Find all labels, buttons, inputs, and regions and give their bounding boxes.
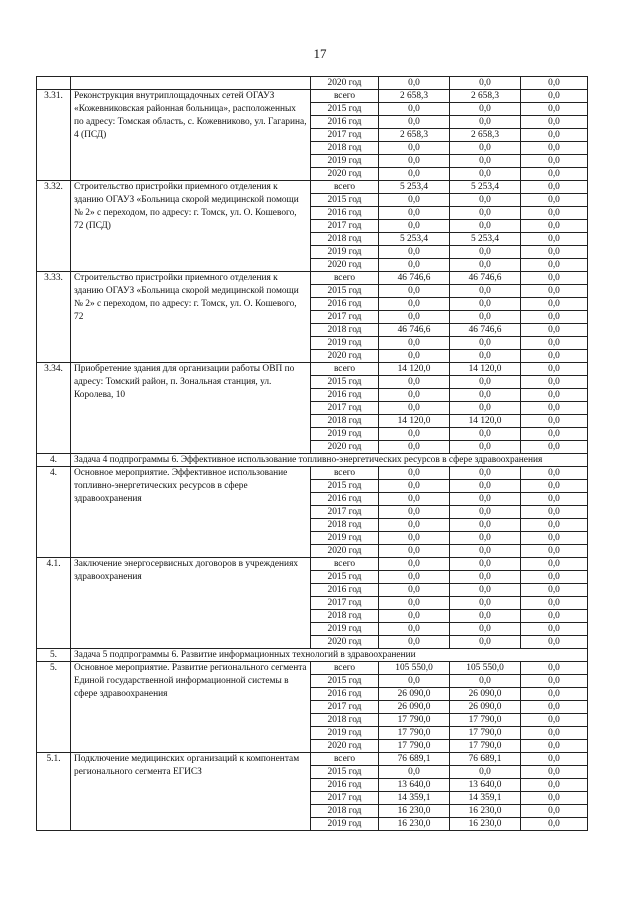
year-cell: 2015 год [311, 480, 379, 493]
value-regional-cell: 0,0 [450, 155, 521, 168]
value-total-cell: 0,0 [379, 220, 450, 233]
year-cell: 2016 год [311, 298, 379, 311]
value-regional-cell: 0,0 [450, 532, 521, 545]
value-regional-cell: 0,0 [450, 766, 521, 779]
value-total-cell: 0,0 [379, 428, 450, 441]
task-number-cell: 5. [37, 649, 71, 662]
table-row [37, 662, 588, 675]
value-regional-cell: 2 658,3 [450, 90, 521, 103]
value-total-cell: 17 790,0 [379, 740, 450, 753]
year-cell: 2017 год [311, 701, 379, 714]
year-cell: всего [311, 90, 379, 103]
year-cell: 2019 год [311, 246, 379, 259]
row-number-cell [37, 77, 71, 90]
value-total-cell: 0,0 [379, 376, 450, 389]
year-cell: 2017 год [311, 506, 379, 519]
value-other-cell: 0,0 [521, 363, 588, 376]
value-regional-cell: 14 359,1 [450, 792, 521, 805]
value-other-cell: 0,0 [521, 103, 588, 116]
year-cell: 2019 год [311, 818, 379, 831]
value-regional-cell: 26 090,0 [450, 701, 521, 714]
value-total-cell: 0,0 [379, 311, 450, 324]
value-regional-cell: 0,0 [450, 493, 521, 506]
year-cell: 2020 год [311, 168, 379, 181]
value-total-cell: 16 230,0 [379, 818, 450, 831]
value-other-cell: 0,0 [521, 532, 588, 545]
year-cell: 2016 год [311, 207, 379, 220]
value-regional-cell: 0,0 [450, 194, 521, 207]
value-regional-cell: 0,0 [450, 467, 521, 480]
row-number-cell: 3.34. [37, 363, 71, 454]
year-cell: всего [311, 363, 379, 376]
value-total-cell: 0,0 [379, 350, 450, 363]
value-regional-cell: 16 230,0 [450, 805, 521, 818]
value-regional-cell: 0,0 [450, 311, 521, 324]
value-total-cell: 0,0 [379, 545, 450, 558]
year-cell: 2015 год [311, 194, 379, 207]
value-other-cell: 0,0 [521, 311, 588, 324]
value-regional-cell: 5 253,4 [450, 181, 521, 194]
value-total-cell: 0,0 [379, 168, 450, 181]
task-title-cell: Задача 5 подпрограммы 6. Развитие информационных технологий в здравоохранении [71, 649, 588, 662]
value-other-cell: 0,0 [521, 675, 588, 688]
value-total-cell: 0,0 [379, 142, 450, 155]
year-cell: 2018 год [311, 519, 379, 532]
value-regional-cell: 0,0 [450, 675, 521, 688]
year-cell: 2017 год [311, 792, 379, 805]
value-regional-cell: 26 090,0 [450, 688, 521, 701]
year-cell: 2020 год [311, 740, 379, 753]
row-name-cell: Основное мероприятие. Эффективное использование топливно-энергетических ресурсов в сфере здравоохранения [71, 467, 311, 558]
value-total-cell: 105 550,0 [379, 662, 450, 675]
value-regional-cell: 0,0 [450, 220, 521, 233]
value-total-cell: 0,0 [379, 467, 450, 480]
table-row [37, 272, 588, 285]
value-other-cell: 0,0 [521, 727, 588, 740]
value-other-cell: 0,0 [521, 350, 588, 363]
value-regional-cell: 0,0 [450, 571, 521, 584]
value-regional-cell: 17 790,0 [450, 727, 521, 740]
row-name-cell: Строительство пристройки приемного отделения к зданию ОГАУЗ «Больница скорой медицинской помощи № 2» с переходом, по адресу: г. Томск, ул. О. Кошевого, 72 [71, 272, 311, 363]
year-cell: 2018 год [311, 233, 379, 246]
value-total-cell: 0,0 [379, 116, 450, 129]
value-total-cell: 14 120,0 [379, 415, 450, 428]
value-total-cell: 0,0 [379, 532, 450, 545]
page-number: 17 [313, 46, 327, 61]
value-regional-cell: 5 253,4 [450, 233, 521, 246]
year-cell: 2019 год [311, 428, 379, 441]
value-other-cell: 0,0 [521, 662, 588, 675]
value-other-cell: 0,0 [521, 207, 588, 220]
value-total-cell: 46 746,6 [379, 272, 450, 285]
value-regional-cell: 0,0 [450, 389, 521, 402]
value-regional-cell: 14 120,0 [450, 415, 521, 428]
value-other-cell: 0,0 [521, 701, 588, 714]
value-total-cell: 0,0 [379, 155, 450, 168]
year-cell: 2015 год [311, 766, 379, 779]
row-number-cell: 4. [37, 467, 71, 558]
value-other-cell: 0,0 [521, 77, 588, 90]
value-total-cell: 0,0 [379, 636, 450, 649]
value-regional-cell: 13 640,0 [450, 779, 521, 792]
value-total-cell: 5 253,4 [379, 181, 450, 194]
table-row [37, 77, 588, 90]
value-other-cell: 0,0 [521, 597, 588, 610]
value-total-cell: 0,0 [379, 103, 450, 116]
task-title-cell: Задача 4 подпрограммы 6. Эффективное использование топливно-энергетических ресурсов в сфере здравоохранения [71, 454, 588, 467]
value-other-cell: 0,0 [521, 623, 588, 636]
value-total-cell: 14 120,0 [379, 363, 450, 376]
value-total-cell: 0,0 [379, 558, 450, 571]
year-cell: 2017 год [311, 402, 379, 415]
row-name-cell: Подключение медицинских организаций к компонентам регионального сегмента ЕГИСЗ [71, 753, 311, 831]
table-row [37, 558, 588, 571]
value-other-cell: 0,0 [521, 636, 588, 649]
year-cell: всего [311, 181, 379, 194]
value-total-cell: 0,0 [379, 207, 450, 220]
value-total-cell: 76 689,1 [379, 753, 450, 766]
value-other-cell: 0,0 [521, 584, 588, 597]
value-total-cell: 14 359,1 [379, 792, 450, 805]
value-other-cell: 0,0 [521, 90, 588, 103]
year-cell: 2017 год [311, 597, 379, 610]
value-total-cell: 0,0 [379, 285, 450, 298]
value-regional-cell: 17 790,0 [450, 740, 521, 753]
year-cell: 2017 год [311, 220, 379, 233]
value-regional-cell: 0,0 [450, 441, 521, 454]
year-cell: 2016 год [311, 688, 379, 701]
value-other-cell: 0,0 [521, 168, 588, 181]
year-cell: 2015 год [311, 103, 379, 116]
year-cell: 2015 год [311, 571, 379, 584]
year-cell: 2019 год [311, 337, 379, 350]
value-other-cell: 0,0 [521, 233, 588, 246]
value-total-cell: 0,0 [379, 571, 450, 584]
value-regional-cell: 0,0 [450, 597, 521, 610]
value-other-cell: 0,0 [521, 246, 588, 259]
value-total-cell: 0,0 [379, 337, 450, 350]
year-cell: 2019 год [311, 532, 379, 545]
year-cell: 2019 год [311, 727, 379, 740]
value-other-cell: 0,0 [521, 545, 588, 558]
value-regional-cell: 17 790,0 [450, 714, 521, 727]
row-name-cell: Строительство пристройки приемного отделения к зданию ОГАУЗ «Больница скорой медицинской помощи № 2» с переходом, по адресу: г. Томск, ул. О. Кошевого, 72 (ПСД) [71, 181, 311, 272]
year-cell: 2020 год [311, 545, 379, 558]
value-other-cell: 0,0 [521, 259, 588, 272]
table-row [37, 363, 588, 376]
value-regional-cell: 0,0 [450, 77, 521, 90]
value-other-cell: 0,0 [521, 441, 588, 454]
value-total-cell: 17 790,0 [379, 714, 450, 727]
year-cell: 2019 год [311, 623, 379, 636]
task-row [37, 649, 588, 662]
row-number-cell: 5.1. [37, 753, 71, 831]
value-other-cell: 0,0 [521, 389, 588, 402]
year-cell: 2015 год [311, 376, 379, 389]
value-total-cell: 5 253,4 [379, 233, 450, 246]
year-cell: 2016 год [311, 584, 379, 597]
value-regional-cell: 0,0 [450, 506, 521, 519]
value-regional-cell: 0,0 [450, 103, 521, 116]
value-regional-cell: 0,0 [450, 610, 521, 623]
value-total-cell: 26 090,0 [379, 688, 450, 701]
value-total-cell: 13 640,0 [379, 779, 450, 792]
year-cell: всего [311, 753, 379, 766]
value-regional-cell: 46 746,6 [450, 324, 521, 337]
value-other-cell: 0,0 [521, 766, 588, 779]
year-cell: 2016 год [311, 493, 379, 506]
row-number-cell: 4.1. [37, 558, 71, 649]
row-number-cell: 3.33. [37, 272, 71, 363]
year-cell: 2017 год [311, 129, 379, 142]
value-other-cell: 0,0 [521, 194, 588, 207]
value-other-cell: 0,0 [521, 818, 588, 831]
value-regional-cell: 0,0 [450, 558, 521, 571]
value-regional-cell: 0,0 [450, 142, 521, 155]
value-total-cell: 0,0 [379, 441, 450, 454]
value-total-cell: 0,0 [379, 584, 450, 597]
value-other-cell: 0,0 [521, 324, 588, 337]
value-regional-cell: 16 230,0 [450, 818, 521, 831]
value-regional-cell: 46 746,6 [450, 272, 521, 285]
row-number-cell: 5. [37, 662, 71, 753]
value-other-cell: 0,0 [521, 155, 588, 168]
value-other-cell: 0,0 [521, 467, 588, 480]
value-regional-cell: 0,0 [450, 168, 521, 181]
year-cell: 2016 год [311, 389, 379, 402]
year-cell: 2018 год [311, 415, 379, 428]
row-name-cell [71, 77, 311, 90]
row-number-cell: 3.31. [37, 90, 71, 181]
value-total-cell: 0,0 [379, 77, 450, 90]
row-name-cell: Заключение энергосервисных договоров в учреждениях здравоохранения [71, 558, 311, 649]
value-total-cell: 0,0 [379, 766, 450, 779]
year-cell: 2016 год [311, 779, 379, 792]
value-other-cell: 0,0 [521, 298, 588, 311]
year-cell: 2020 год [311, 441, 379, 454]
value-total-cell: 2 658,3 [379, 129, 450, 142]
value-total-cell: 0,0 [379, 402, 450, 415]
value-regional-cell: 0,0 [450, 376, 521, 389]
year-cell: 2018 год [311, 142, 379, 155]
value-total-cell: 0,0 [379, 493, 450, 506]
year-cell: 2017 год [311, 311, 379, 324]
value-total-cell: 0,0 [379, 480, 450, 493]
year-cell: 2019 год [311, 155, 379, 168]
value-regional-cell: 0,0 [450, 207, 521, 220]
value-regional-cell: 0,0 [450, 584, 521, 597]
year-cell: 2018 год [311, 714, 379, 727]
year-cell: всего [311, 558, 379, 571]
value-other-cell: 0,0 [521, 753, 588, 766]
value-total-cell: 0,0 [379, 506, 450, 519]
value-other-cell: 0,0 [521, 272, 588, 285]
value-regional-cell: 0,0 [450, 298, 521, 311]
year-cell: всего [311, 662, 379, 675]
value-other-cell: 0,0 [521, 142, 588, 155]
value-other-cell: 0,0 [521, 415, 588, 428]
value-total-cell: 0,0 [379, 610, 450, 623]
value-total-cell: 16 230,0 [379, 805, 450, 818]
year-cell: 2020 год [311, 636, 379, 649]
value-regional-cell: 0,0 [450, 545, 521, 558]
value-regional-cell: 0,0 [450, 337, 521, 350]
value-regional-cell: 0,0 [450, 350, 521, 363]
table-row [37, 90, 588, 103]
value-other-cell: 0,0 [521, 714, 588, 727]
value-other-cell: 0,0 [521, 402, 588, 415]
value-total-cell: 0,0 [379, 389, 450, 402]
value-other-cell: 0,0 [521, 480, 588, 493]
value-regional-cell: 76 689,1 [450, 753, 521, 766]
value-total-cell: 2 658,3 [379, 90, 450, 103]
task-row [37, 454, 588, 467]
year-cell: 2018 год [311, 610, 379, 623]
year-cell: 2015 год [311, 285, 379, 298]
value-regional-cell: 14 120,0 [450, 363, 521, 376]
value-regional-cell: 0,0 [450, 480, 521, 493]
value-other-cell: 0,0 [521, 740, 588, 753]
value-other-cell: 0,0 [521, 610, 588, 623]
value-other-cell: 0,0 [521, 116, 588, 129]
year-cell: 2015 год [311, 675, 379, 688]
year-cell: всего [311, 272, 379, 285]
value-other-cell: 0,0 [521, 779, 588, 792]
table-row [37, 181, 588, 194]
year-cell: 2018 год [311, 805, 379, 818]
row-name-cell: Основное мероприятие. Развитие регионального сегмента Единой государственной информационной системы в сфере здравоохранения [71, 662, 311, 753]
value-regional-cell: 0,0 [450, 246, 521, 259]
value-other-cell: 0,0 [521, 571, 588, 584]
year-cell: 2016 год [311, 116, 379, 129]
value-regional-cell: 0,0 [450, 636, 521, 649]
table-row [37, 753, 588, 766]
value-other-cell: 0,0 [521, 688, 588, 701]
value-total-cell: 0,0 [379, 298, 450, 311]
table-row [37, 467, 588, 480]
value-regional-cell: 0,0 [450, 519, 521, 532]
value-other-cell: 0,0 [521, 493, 588, 506]
task-number-cell: 4. [37, 454, 71, 467]
value-other-cell: 0,0 [521, 220, 588, 233]
value-total-cell: 0,0 [379, 519, 450, 532]
value-other-cell: 0,0 [521, 805, 588, 818]
value-other-cell: 0,0 [521, 129, 588, 142]
year-cell: 2018 год [311, 324, 379, 337]
value-regional-cell: 105 550,0 [450, 662, 521, 675]
row-number-cell: 3.32. [37, 181, 71, 272]
value-regional-cell: 0,0 [450, 259, 521, 272]
value-total-cell: 0,0 [379, 675, 450, 688]
value-other-cell: 0,0 [521, 181, 588, 194]
value-regional-cell: 0,0 [450, 116, 521, 129]
year-cell: 2020 год [311, 77, 379, 90]
value-regional-cell: 0,0 [450, 402, 521, 415]
value-regional-cell: 2 658,3 [450, 129, 521, 142]
value-total-cell: 17 790,0 [379, 727, 450, 740]
value-regional-cell: 0,0 [450, 428, 521, 441]
value-total-cell: 0,0 [379, 259, 450, 272]
value-other-cell: 0,0 [521, 285, 588, 298]
year-cell: 2020 год [311, 350, 379, 363]
value-other-cell: 0,0 [521, 337, 588, 350]
value-total-cell: 0,0 [379, 597, 450, 610]
value-other-cell: 0,0 [521, 428, 588, 441]
value-other-cell: 0,0 [521, 792, 588, 805]
value-other-cell: 0,0 [521, 519, 588, 532]
value-regional-cell: 0,0 [450, 285, 521, 298]
value-total-cell: 0,0 [379, 623, 450, 636]
value-total-cell: 0,0 [379, 246, 450, 259]
value-regional-cell: 0,0 [450, 623, 521, 636]
value-other-cell: 0,0 [521, 376, 588, 389]
row-name-cell: Реконструкция внутриплощадочных сетей ОГАУЗ «Кожевниковская районная больница», расположенных по адресу: Томская область, с. Кожевниково, ул. Гагарина, 4 (ПСД) [71, 90, 311, 181]
value-total-cell: 0,0 [379, 194, 450, 207]
row-name-cell: Приобретение здания для организации работы ОВП по адресу: Томский район, п. Зональная станция, ул. Королева, 10 [71, 363, 311, 454]
value-total-cell: 46 746,6 [379, 324, 450, 337]
budget-table [36, 76, 588, 831]
value-total-cell: 26 090,0 [379, 701, 450, 714]
year-cell: 2020 год [311, 259, 379, 272]
value-other-cell: 0,0 [521, 506, 588, 519]
year-cell: всего [311, 467, 379, 480]
value-other-cell: 0,0 [521, 558, 588, 571]
